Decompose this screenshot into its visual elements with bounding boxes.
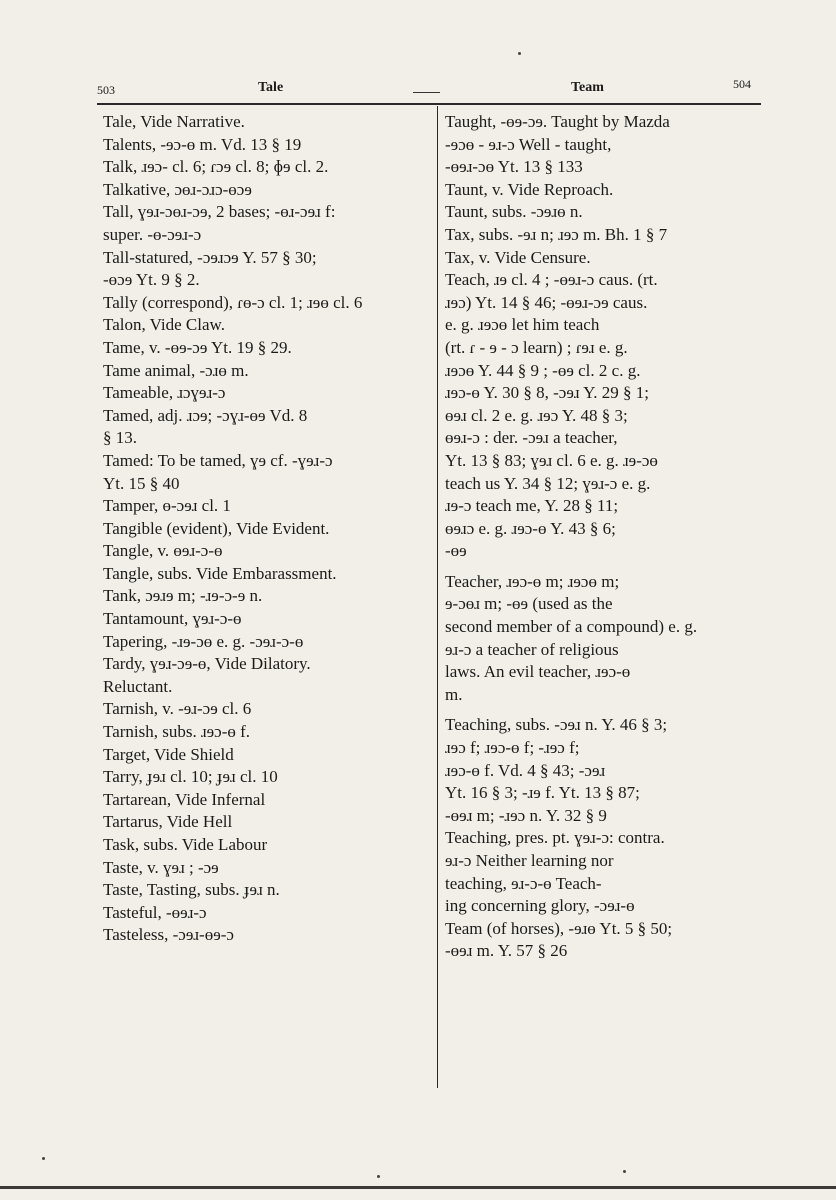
entry-tantamount: Tantamount, ɣɘɹ‑ɔ‑ɵ [103, 609, 242, 629]
entry-talents: Talents, ‑ɘɔ‑ɵ m. Vd. 13 § 19 [103, 134, 302, 154]
entry-teacher-cont-5: m. [445, 684, 463, 704]
entry-teach: Teach, ɹɘ cl. 4 ; ‑ɵɘɹ‑ɔ caus. (rt. [445, 270, 658, 290]
entry-tameable: Tameable, ɹɔɣɘɹ‑ɔ [103, 383, 226, 403]
entry-teach-cont-11: ɵɘɹɔ e. g. ɹɘɔ‑ɵ Y. 43 § 6; [445, 518, 616, 538]
entry-teaching-pres-pt-cont-2: teaching, ɘɹ‑ɔ‑ɵ Teach‑ [445, 873, 602, 893]
entry-teaching-pres-pt-cont-1: ɘɹ‑ɔ Neither learning nor [445, 851, 614, 870]
left-column [103, 111, 429, 947]
entry-teaching-subs-cont-3: Yt. 16 § 3; ‑ɹɘ f. Yt. 13 § 87; [445, 783, 640, 803]
entry-tamed-cont: § 13. [103, 428, 137, 448]
left-page-number: 503 [97, 83, 115, 97]
entry-tame: Tame, v. ‑ɵɘ‑ɔɘ Yt. 19 § 29. [103, 337, 292, 357]
entry-tasteless: Tasteless, ‑ɔɘɹ‑ɵɘ‑ɔ [103, 925, 234, 945]
right-column [445, 111, 761, 963]
entry-teach-cont-1: ɹɘɔ) Yt. 14 § 46; ‑ɵɘɹ‑ɔɘ caus. [445, 292, 648, 312]
entry-talk: Talk, ɹɘɔ‑ cl. 6; ɾɔɘ cl. 8; ɸɘ cl. 2. [103, 157, 329, 177]
entry-teaching-subs: Teaching, subs. ‑ɔɘɹ n. Y. 46 § 3; [445, 715, 668, 735]
entry-tapering: Tapering, ‑ɹɘ‑ɔɵ e. g. ‑ɔɘɹ‑ɔ‑ɵ [103, 631, 304, 651]
right-running-head: Team [571, 80, 604, 95]
entry-tarry: Tarry, ɟɘɹ cl. 10; ɟɘɹ cl. 10 [103, 767, 278, 787]
entry-teach-cont-7: ɵɘɹ‑ɔ : der. ‑ɔɘɹ a teacher, [445, 428, 618, 448]
entry-taught-cont-1: ‑ɘɔɵ ‑ ɘɹ‑ɔ Well ‑ taught, [445, 134, 612, 154]
page-bottom-edge [0, 1186, 836, 1189]
entry-teach-cont-2: e. g. ɹɘɔɵ let him teach [445, 315, 600, 335]
entry-taught: Taught, ‑ɵɘ‑ɔɘ. Taught by Mazda [445, 112, 670, 131]
entry-teacher: Teacher, ɹɘɔ‑ɵ m; ɹɘɔɵ m; [445, 571, 620, 591]
entry-teaching-subs-cont-2: ɹɘɔ‑ɵ f. Vd. 4 § 43; ‑ɔɘɹ [445, 760, 606, 780]
entry-team: Team (of horses), ‑ɘɹɵ Yt. 5 § 50; [445, 918, 673, 938]
entry-tally: Tally (correspond), ɾɵ‑ɔ cl. 1; ɹɘɵ cl. 6 [103, 292, 363, 312]
entry-teaching-subs-cont-4: ‑ɵɘɹ m; ‑ɹɘɔ n. Y. 32 § 9 [445, 805, 607, 825]
entry-teach-cont-8: Yt. 13 § 83; ɣɘɹ cl. 6 e. g. ɹɘ‑ɔɵ [445, 450, 658, 470]
entry-tall-cont: super. ‑ɵ‑ɔɘɹ‑ɔ [103, 224, 202, 244]
entry-tartarean: Tartarean, Vide Infernal [103, 789, 266, 809]
column-divider [437, 106, 438, 1088]
entry-taught-cont-2: ‑ɵɘɹ‑ɔɵ Yt. 13 § 133 [445, 157, 583, 177]
entry-teaching-pres-pt: Teaching, pres. pt. ɣɘɹ‑ɔ: contra. [445, 828, 665, 848]
entry-teach-cont-3: (rt. ɾ ‑ ɘ ‑ ɔ learn) ; ɾɘɹ e. g. [445, 337, 628, 357]
entry-taste-v: Taste, v. ɣɘɹ ; ‑ɔɘ [103, 857, 219, 877]
entry-teacher-cont-2: second member of a compound) e. g. [445, 617, 698, 637]
header-rule [97, 103, 761, 105]
entry-tall: Tall, ɣɘɹ‑ɔɵɹ‑ɔɘ, 2 bases; ‑ɵɹ‑ɔɘɹ f: [103, 202, 336, 222]
entry-tardy-cont: Reluctant. [103, 676, 173, 696]
entry-tangle-v: Tangle, v. ɵɘɹ‑ɔ‑ɵ [103, 541, 223, 561]
entry-tangle-subs: Tangle, subs. Vide Embarassment. [103, 563, 337, 583]
entry-tarnish-subs: Tarnish, subs. ɹɘɔ‑ɵ f. [103, 722, 251, 742]
print-speck [377, 1175, 380, 1178]
entry-tasteful: Tasteful, ‑ɵɘɹ‑ɔ [103, 902, 207, 922]
print-speck [518, 52, 521, 55]
entry-tamed: Tamed, adj. ɹɔɘ; ‑ɔɣɹ‑ɵɘ Vd. 8 [103, 405, 308, 425]
entry-teaching-pres-pt-cont-3: ing concerning glory, ‑ɔɘɹ‑ɵ [445, 896, 635, 916]
entry-tardy: Tardy, ɣɘɹ‑ɔɘ‑ɵ, Vide Dilatory. [103, 654, 311, 674]
entry-teach-cont-5: ɹɘɔ‑ɵ Y. 30 § 8, ‑ɔɘɹ Y. 29 § 1; [445, 383, 649, 403]
entry-tale: Tale, Vide Narrative. [103, 112, 245, 131]
entry-talon: Talon, Vide Claw. [103, 315, 225, 335]
entry-teacher-cont-1: ɘ‑ɔɵɹ m; ‑ɵɘ (used as the [445, 594, 613, 614]
entry-taunt-subs: Taunt, subs. ‑ɔɘɹɵ n. [445, 202, 583, 222]
entry-tamed-to-be: Tamed: To be tamed, ɣɘ cf. ‑ɣɘɹ‑ɔ [103, 450, 333, 470]
entry-tamper: Tamper, ɵ‑ɔɘɹ cl. 1 [103, 496, 231, 516]
entry-tangible: Tangible (evident), Vide Evident. [103, 518, 330, 538]
entry-target: Target, Vide Shield [103, 744, 234, 764]
entry-taste-subs: Taste, Tasting, subs. ɟɘɹ n. [103, 880, 280, 900]
left-running-head: Tale [258, 80, 284, 95]
print-speck [42, 1157, 45, 1160]
entry-tartarus: Tartarus, Vide Hell [103, 812, 233, 832]
entry-tall-statured-cont: ‑ɵɔɘ Yt. 9 § 2. [103, 270, 200, 290]
entry-teaching-subs-cont-1: ɹɘɔ f; ɹɘɔ‑ɵ f; ‑ɹɘɔ f; [445, 738, 580, 758]
entry-teach-cont-10: ɹɘ‑ɔ teach me, Y. 28 § 11; [445, 496, 619, 516]
entry-taunt-v: Taunt, v. Vide Reproach. [445, 179, 614, 199]
entry-tax-v: Tax, v. Vide Censure. [445, 247, 591, 267]
entry-teach-cont-9: teach us Y. 34 § 12; ɣɘɹ‑ɔ e. g. [445, 473, 651, 493]
entry-team-cont: ‑ɵɘɹ m. Y. 57 § 26 [445, 941, 568, 961]
entry-teach-cont-6: ɵɘɹ cl. 2 e. g. ɹɘɔ Y. 48 § 3; [445, 405, 628, 425]
header-dash [413, 92, 440, 93]
entry-teach-cont-12: ‑ɵɘ [445, 541, 467, 561]
entry-tarnish-v: Tarnish, v. ‑ɘɹ‑ɔɘ cl. 6 [103, 699, 252, 719]
right-page-number: 504 [733, 77, 751, 91]
entry-tax-subs: Tax, subs. ‑ɘɹ n; ɹɘɔ m. Bh. 1 § 7 [445, 224, 668, 244]
print-speck [623, 1170, 626, 1173]
entry-talkative: Talkative, ɔɵɹ‑ɔɹɔ‑ɵɔɘ [103, 179, 252, 199]
entry-tame-animal: Tame animal, ‑ɔɹɵ m. [103, 360, 249, 380]
entry-teacher-cont-3: ɘɹ‑ɔ a teacher of religious [445, 639, 619, 659]
entry-teach-cont-4: ɹɘɔɵ Y. 44 § 9 ; ‑ɵɘ cl. 2 c. g. [445, 360, 641, 380]
entry-tall-statured: Tall‑statured, ‑ɔɘɹɔɘ Y. 57 § 30; [103, 247, 317, 267]
entry-tamed-to-be-cont: Yt. 15 § 40 [103, 473, 180, 493]
entry-tank: Tank, ɔɘɹɘ m; ‑ɹɘ‑ɔ‑ɘ n. [103, 586, 263, 606]
entry-task: Task, subs. Vide Labour [103, 835, 268, 854]
entry-teacher-cont-4: laws. An evil teacher, ɹɘɔ‑ɵ [445, 662, 631, 682]
